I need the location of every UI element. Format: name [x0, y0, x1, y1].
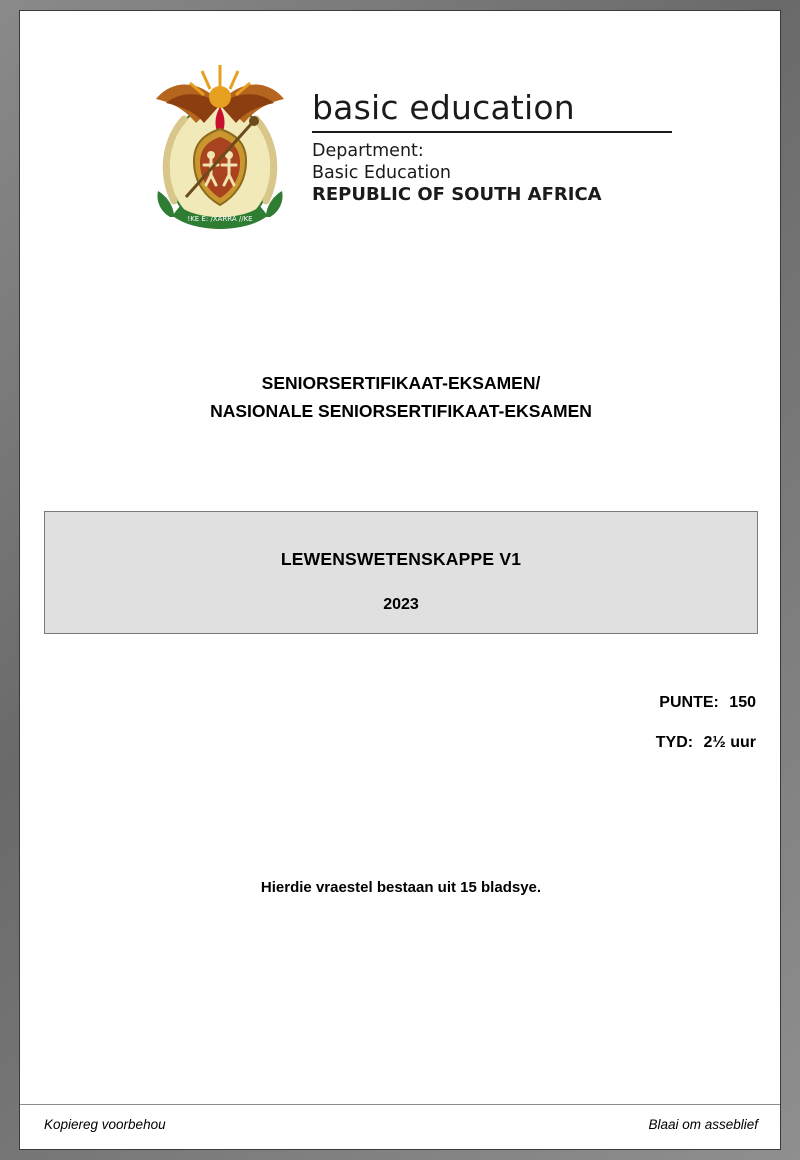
- subject-box: [44, 511, 758, 634]
- time-value: 2½ uur: [703, 734, 756, 751]
- exam-meta: [656, 683, 756, 763]
- exam-title: [20, 369, 781, 425]
- copyright-note: Kopiereg voorbehou: [44, 1117, 166, 1132]
- department-label: Department:: [312, 141, 424, 161]
- marks-value: 150: [729, 694, 756, 711]
- exam-title-line-1: SENIORSERTIFIKAAT-EKSAMEN/: [261, 373, 541, 393]
- south-africa-coat-of-arms-icon: [140, 51, 300, 241]
- marks-line: [656, 683, 756, 723]
- exam-cover-page: [19, 10, 781, 1150]
- subject-year: 2023: [383, 596, 419, 613]
- wordmark-divider: [312, 131, 672, 133]
- country-name: REPUBLIC OF SOUTH AFRICA: [312, 184, 602, 205]
- exam-title-line-2: NASIONALE SENIORSERTIFIKAAT-EKSAMEN: [210, 401, 592, 421]
- page-footer: [20, 1104, 781, 1149]
- subject-name: LEWENSWETENSKAPPE V1: [280, 549, 522, 569]
- time-line: [656, 723, 756, 763]
- page-count-note: Hierdie vraestel bestaan uit 15 bladsye.: [260, 879, 542, 896]
- svg-text:!KE E: /XARRA //KE: !KE E: /XARRA //KE: [187, 215, 253, 223]
- department-wordmark: [312, 89, 712, 206]
- organisation-name: basic education: [312, 88, 575, 127]
- marks-label: PUNTE:: [659, 694, 719, 711]
- department-name: Basic Education: [312, 163, 452, 183]
- time-label: TYD:: [655, 734, 694, 751]
- document-header: [20, 11, 781, 241]
- turn-over-note: Blaai om asseblief: [648, 1117, 758, 1132]
